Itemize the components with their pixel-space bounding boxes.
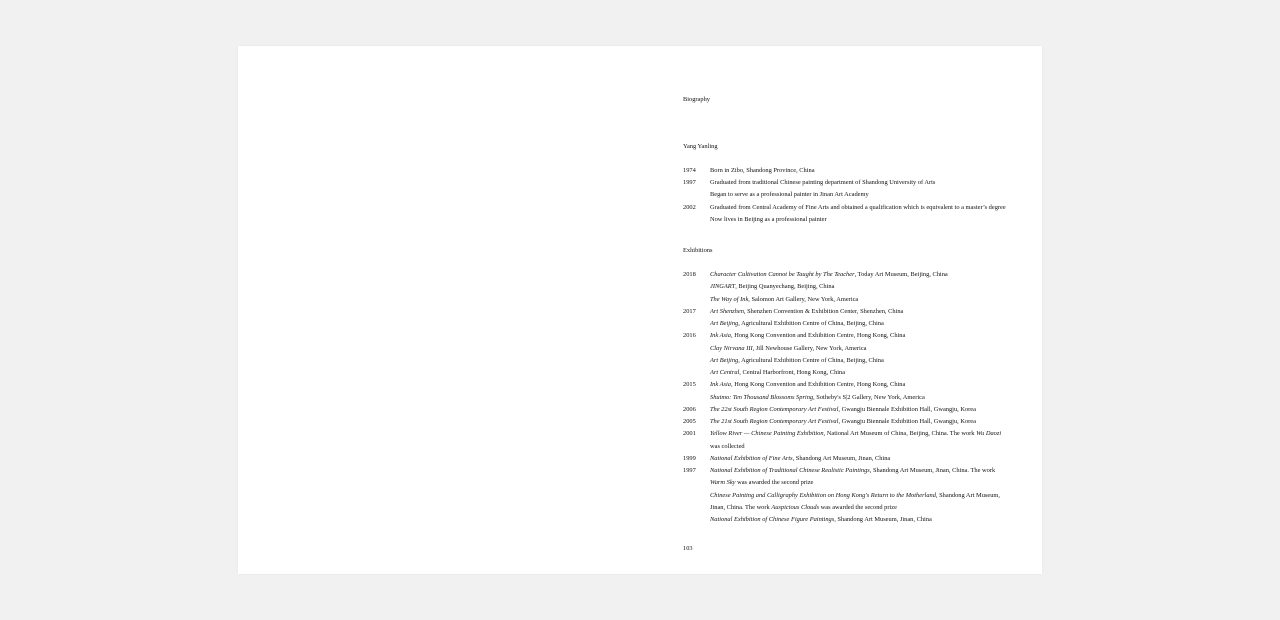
entry-description [710, 418, 976, 426]
entry-title-italic: Art Beijing [710, 356, 739, 364]
entry-title-italic: Ink Asia [710, 381, 732, 389]
entry-title-italic: Character Cultivation Cannot be Taught by The Teacher [710, 271, 855, 278]
entry-description [710, 430, 1001, 438]
entry-title-italic: JINGART [710, 283, 736, 291]
entry-year: 2005 [683, 418, 696, 425]
entry-year: 2015 [683, 381, 696, 389]
entry-text: , Shandong Art Museum, Jinan, China [792, 454, 891, 462]
entry-title-italic: Art Beijing [710, 320, 739, 327]
entry-text: , Shandong Art Museum, [935, 491, 1001, 499]
entry-title-italic: National Exhibition of Chinese Figure Paintings [710, 516, 835, 523]
entry-title-italic: The 21st South Region Contemporary Art Festival [710, 418, 839, 425]
entry-text: , Gwangju Biennale Exhibition Hall, Gwangju, Korea [838, 405, 976, 413]
entry-text: , Agricultural Exhibition Centre of China, Beijing, China [738, 356, 884, 364]
entry-text: , Today Art Museum, Beijing, China [854, 271, 948, 278]
entry-text: was awarded the second prize [735, 479, 814, 487]
entry-description [710, 345, 867, 353]
entry-title-italic: Warm Sky [710, 479, 736, 487]
entry-text: , Gwangju Biennale Exhibition Hall, Gwangju, Korea [838, 418, 976, 425]
entry-text: , Shandong Art Museum, Jinan, China. The work [869, 467, 996, 474]
entry-text: , Central Harborfront, Hong Kong, China [739, 369, 846, 376]
entry-year: 1997 [683, 179, 696, 187]
entry-description [710, 357, 884, 365]
entry-title-italic: Shuimo: Ten Thousand Blossoms Spring [710, 393, 814, 401]
entry-description [710, 381, 905, 389]
biography-heading: Biography [683, 96, 710, 103]
entry-text: Born in Zibo, Shandong Province, China [710, 167, 815, 174]
entry-text: , Sotheby's S|2 Gallery, New York, America [813, 393, 925, 401]
left-page-blank [238, 46, 640, 574]
entry-text: , Shandong Art Museum, Jinan, China [834, 516, 932, 523]
entry-title-italic: Clay Nirvana III [710, 344, 753, 352]
entry-text: was collected [710, 442, 745, 450]
entry-description [710, 283, 834, 291]
entry-text: , Salomon Art Gallery, New York, America [748, 295, 859, 303]
entry-description [710, 479, 813, 487]
entry-title-italic: National Exhibition of Fine Arts [710, 454, 793, 462]
entry-description [710, 167, 815, 175]
entry-text: , Beijing Quanyechang, Beijing, China [735, 283, 835, 291]
entry-year: 2018 [683, 271, 696, 278]
entry-text: Began to serve as a professional painter in Jinan Art Academy [710, 191, 869, 199]
entry-year: 2006 [683, 405, 696, 413]
entry-year: 2001 [683, 430, 696, 438]
entry-description [710, 504, 897, 512]
exhibitions-heading: Exhibitions [683, 247, 713, 254]
entry-description [710, 204, 1006, 212]
entry-title-italic: Art Central [710, 369, 740, 376]
entry-description [710, 332, 905, 340]
entry-title-italic: Yellow River — Chinese Painting Exhibition [710, 430, 824, 438]
entry-text: , Jill Newhouse Gallery, New York, America [752, 344, 867, 352]
entry-text: , Shenzhen Convention & Exhibition Center, Shenzhen, China [743, 307, 904, 315]
entry-description [710, 516, 932, 524]
artist-name: Yang Yanling [683, 143, 718, 150]
entry-description [710, 394, 925, 402]
entry-text: , National Art Museum of China, Beijing, China. The work [823, 430, 977, 438]
entry-description [710, 216, 827, 224]
entry-description [710, 467, 995, 475]
page-number: 103 [683, 545, 693, 552]
entry-year: 1974 [683, 167, 696, 174]
entry-title-italic: Ink Asia [710, 332, 732, 340]
entry-title-italic: Auspicious Clouds [771, 503, 820, 511]
entry-year: 2002 [683, 203, 696, 211]
entry-description [710, 320, 884, 328]
entry-text: was awarded the second prize [819, 503, 897, 511]
entry-text: Jinan, China. The work [710, 503, 772, 511]
book-spread [238, 46, 1042, 574]
entry-year: 1997 [683, 467, 696, 474]
entry-description [710, 455, 890, 463]
entry-text: , Hong Kong Convention and Exhibition Centre, Hong Kong, China [731, 332, 906, 340]
entry-description [710, 191, 869, 199]
entry-title-italic: National Exhibition of Traditional Chinese Realistic Paintings [710, 467, 870, 474]
entry-description [710, 271, 948, 279]
entry-title-italic: The 22st South Region Contemporary Art Festival [710, 405, 839, 413]
entry-description [710, 492, 1000, 500]
entry-description [710, 296, 858, 304]
entry-title-italic: The Way of Ink [710, 295, 749, 303]
entry-text: , Agricultural Exhibition Centre of China, Beijing, China [738, 320, 884, 327]
entry-year: 1999 [683, 454, 696, 462]
entry-title-italic: Chinese Painting and Calligraphy Exhibition on Hong Kong's Return to the Motherland [710, 491, 936, 499]
entry-description [710, 443, 745, 451]
entry-text: Graduated from traditional Chinese painting department of Shandong University of Arts [710, 179, 936, 187]
entry-description [710, 179, 935, 187]
entry-text: Now lives in Beijing as a professional painter [710, 215, 827, 223]
right-page [640, 46, 1042, 574]
entry-title-italic: Wu Daozi [976, 430, 1002, 438]
entry-description [710, 406, 976, 414]
entry-description [710, 308, 903, 316]
entry-description [710, 369, 845, 377]
entry-year: 2016 [683, 332, 696, 340]
entry-text: , Hong Kong Convention and Exhibition Centre, Hong Kong, China [731, 381, 906, 389]
entry-year: 2017 [683, 307, 696, 315]
entry-title-italic: Art Shenzhen [710, 307, 744, 315]
entry-text: Graduated from Central Academy of Fine Arts and obtained a qualification which is equivalent to a master’s degree [710, 203, 1006, 211]
